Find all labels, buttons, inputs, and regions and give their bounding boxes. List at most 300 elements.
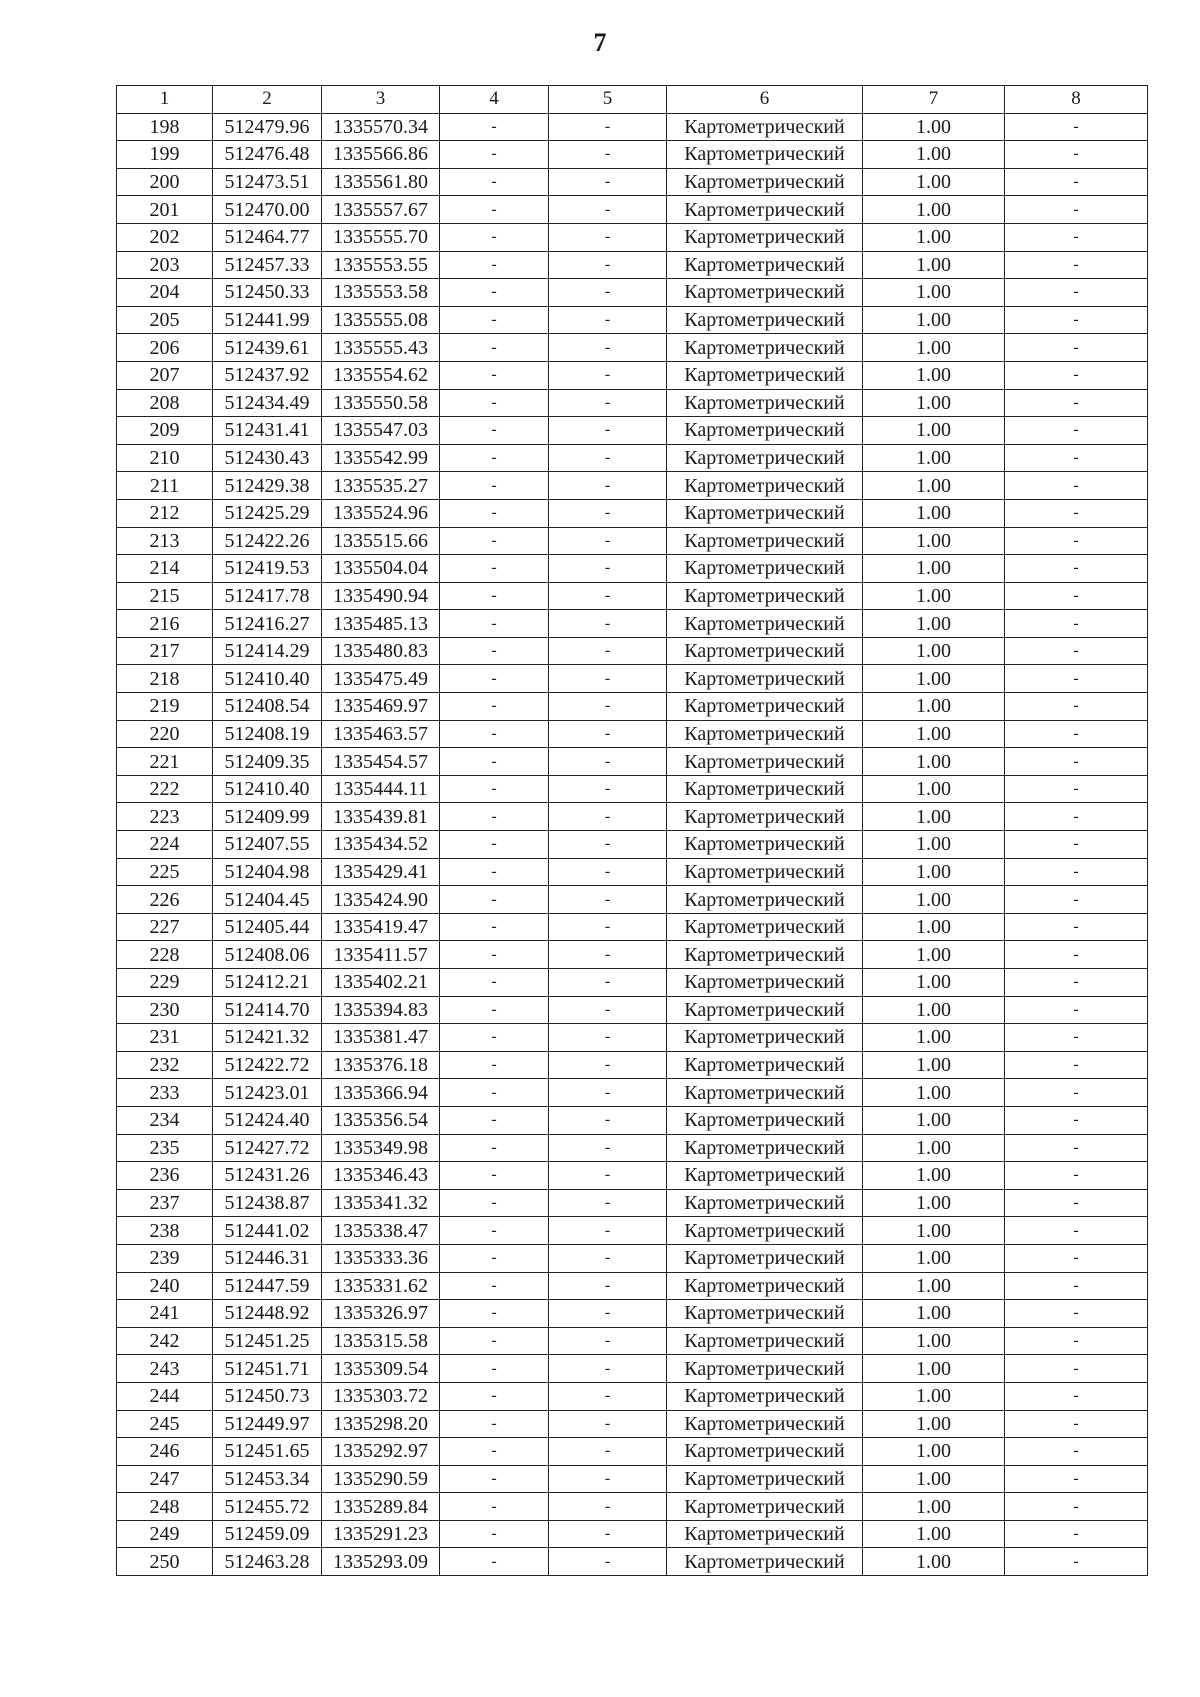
table-row <box>117 306 1148 334</box>
column-4-cell: - <box>440 555 549 583</box>
column-8-cell: - <box>1005 223 1148 251</box>
table-row <box>117 748 1148 776</box>
table-row <box>117 1382 1148 1410</box>
point-number-cell: 222 <box>117 775 213 803</box>
accuracy-cell: 1.00 <box>863 803 1005 831</box>
method-cell: Картометрический <box>667 1024 863 1052</box>
column-5-cell: - <box>549 858 667 886</box>
column-8-cell: - <box>1005 803 1148 831</box>
accuracy-cell: 1.00 <box>863 306 1005 334</box>
accuracy-cell: 1.00 <box>863 1327 1005 1355</box>
table-row <box>117 1134 1148 1162</box>
y-coordinate-cell: 1335463.57 <box>322 720 440 748</box>
column-8-cell: - <box>1005 831 1148 859</box>
column-5-cell: - <box>549 996 667 1024</box>
table-row <box>117 444 1148 472</box>
point-number-cell: 216 <box>117 610 213 638</box>
y-coordinate-cell: 1335349.98 <box>322 1134 440 1162</box>
y-coordinate-cell: 1335550.58 <box>322 389 440 417</box>
column-8-cell: - <box>1005 417 1148 445</box>
accuracy-cell: 1.00 <box>863 141 1005 169</box>
x-coordinate-cell: 512425.29 <box>213 499 322 527</box>
column-5-cell: - <box>549 1327 667 1355</box>
column-5-cell: - <box>549 555 667 583</box>
column-5-cell: - <box>549 1355 667 1383</box>
accuracy-cell: 1.00 <box>863 472 1005 500</box>
x-coordinate-cell: 512439.61 <box>213 334 322 362</box>
table-row <box>117 334 1148 362</box>
accuracy-cell: 1.00 <box>863 720 1005 748</box>
column-4-cell: - <box>440 1355 549 1383</box>
method-cell: Картометрический <box>667 775 863 803</box>
table-row <box>117 1300 1148 1328</box>
accuracy-cell: 1.00 <box>863 582 1005 610</box>
column-4-cell: - <box>440 969 549 997</box>
table-row <box>117 417 1148 445</box>
x-coordinate-cell: 512409.99 <box>213 803 322 831</box>
column-8-cell: - <box>1005 1162 1148 1190</box>
point-number-cell: 198 <box>117 113 213 141</box>
y-coordinate-cell: 1335303.72 <box>322 1382 440 1410</box>
table-row <box>117 1355 1148 1383</box>
point-number-cell: 205 <box>117 306 213 334</box>
column-5-cell: - <box>549 665 667 693</box>
column-header-2: 2 <box>213 86 322 114</box>
x-coordinate-cell: 512476.48 <box>213 141 322 169</box>
accuracy-cell: 1.00 <box>863 1217 1005 1245</box>
column-8-cell: - <box>1005 196 1148 224</box>
column-8-cell: - <box>1005 1327 1148 1355</box>
accuracy-cell: 1.00 <box>863 996 1005 1024</box>
table-row <box>117 141 1148 169</box>
column-8-cell: - <box>1005 858 1148 886</box>
column-8-cell: - <box>1005 610 1148 638</box>
column-4-cell: - <box>440 1189 549 1217</box>
table-row <box>117 1244 1148 1272</box>
method-cell: Картометрический <box>667 1272 863 1300</box>
accuracy-cell: 1.00 <box>863 913 1005 941</box>
method-cell: Картометрический <box>667 555 863 583</box>
point-number-cell: 221 <box>117 748 213 776</box>
method-cell: Картометрический <box>667 1548 863 1576</box>
column-4-cell: - <box>440 720 549 748</box>
y-coordinate-cell: 1335356.54 <box>322 1106 440 1134</box>
table-header-row <box>117 86 1148 114</box>
table-row <box>117 168 1148 196</box>
column-header-6: 6 <box>667 86 863 114</box>
point-number-cell: 200 <box>117 168 213 196</box>
column-5-cell: - <box>549 969 667 997</box>
column-8-cell: - <box>1005 996 1148 1024</box>
column-5-cell: - <box>549 1520 667 1548</box>
method-cell: Картометрический <box>667 1327 863 1355</box>
y-coordinate-cell: 1335424.90 <box>322 886 440 914</box>
x-coordinate-cell: 512427.72 <box>213 1134 322 1162</box>
method-cell: Картометрический <box>667 1079 863 1107</box>
column-5-cell: - <box>549 1493 667 1521</box>
x-coordinate-cell: 512404.45 <box>213 886 322 914</box>
y-coordinate-cell: 1335376.18 <box>322 1051 440 1079</box>
table-row <box>117 1272 1148 1300</box>
table-row <box>117 1106 1148 1134</box>
accuracy-cell: 1.00 <box>863 1355 1005 1383</box>
x-coordinate-cell: 512447.59 <box>213 1272 322 1300</box>
method-cell: Картометрический <box>667 1465 863 1493</box>
accuracy-cell: 1.00 <box>863 1024 1005 1052</box>
accuracy-cell: 1.00 <box>863 831 1005 859</box>
x-coordinate-cell: 512404.98 <box>213 858 322 886</box>
accuracy-cell: 1.00 <box>863 1134 1005 1162</box>
point-number-cell: 234 <box>117 1106 213 1134</box>
x-coordinate-cell: 512410.40 <box>213 665 322 693</box>
point-number-cell: 233 <box>117 1079 213 1107</box>
y-coordinate-cell: 1335290.59 <box>322 1465 440 1493</box>
x-coordinate-cell: 512434.49 <box>213 389 322 417</box>
point-number-cell: 242 <box>117 1327 213 1355</box>
x-coordinate-cell: 512463.28 <box>213 1548 322 1576</box>
column-8-cell: - <box>1005 693 1148 721</box>
column-5-cell: - <box>549 610 667 638</box>
accuracy-cell: 1.00 <box>863 1051 1005 1079</box>
column-5-cell: - <box>549 389 667 417</box>
x-coordinate-cell: 512441.99 <box>213 306 322 334</box>
column-5-cell: - <box>549 196 667 224</box>
column-8-cell: - <box>1005 1106 1148 1134</box>
y-coordinate-cell: 1335490.94 <box>322 582 440 610</box>
table-row <box>117 1493 1148 1521</box>
method-cell: Картометрический <box>667 1410 863 1438</box>
point-number-cell: 210 <box>117 444 213 472</box>
column-5-cell: - <box>549 1106 667 1134</box>
y-coordinate-cell: 1335331.62 <box>322 1272 440 1300</box>
point-number-cell: 239 <box>117 1244 213 1272</box>
point-number-cell: 220 <box>117 720 213 748</box>
point-number-cell: 207 <box>117 361 213 389</box>
y-coordinate-cell: 1335346.43 <box>322 1162 440 1190</box>
method-cell: Картометрический <box>667 1244 863 1272</box>
x-coordinate-cell: 512449.97 <box>213 1410 322 1438</box>
x-coordinate-cell: 512448.92 <box>213 1300 322 1328</box>
method-cell: Картометрический <box>667 279 863 307</box>
y-coordinate-cell: 1335542.99 <box>322 444 440 472</box>
x-coordinate-cell: 512446.31 <box>213 1244 322 1272</box>
x-coordinate-cell: 512459.09 <box>213 1520 322 1548</box>
point-number-cell: 215 <box>117 582 213 610</box>
point-number-cell: 209 <box>117 417 213 445</box>
point-number-cell: 244 <box>117 1382 213 1410</box>
column-8-cell: - <box>1005 472 1148 500</box>
column-5-cell: - <box>549 1079 667 1107</box>
column-5-cell: - <box>549 913 667 941</box>
column-5-cell: - <box>549 1244 667 1272</box>
table-row <box>117 279 1148 307</box>
method-cell: Картометрический <box>667 886 863 914</box>
method-cell: Картометрический <box>667 858 863 886</box>
column-4-cell: - <box>440 1244 549 1272</box>
column-8-cell: - <box>1005 334 1148 362</box>
y-coordinate-cell: 1335394.83 <box>322 996 440 1024</box>
point-number-cell: 241 <box>117 1300 213 1328</box>
column-8-cell: - <box>1005 913 1148 941</box>
y-coordinate-cell: 1335402.21 <box>322 969 440 997</box>
table-row <box>117 831 1148 859</box>
column-5-cell: - <box>549 306 667 334</box>
table-row <box>117 499 1148 527</box>
column-5-cell: - <box>549 472 667 500</box>
column-5-cell: - <box>549 361 667 389</box>
x-coordinate-cell: 512417.78 <box>213 582 322 610</box>
x-coordinate-cell: 512479.96 <box>213 113 322 141</box>
x-coordinate-cell: 512441.02 <box>213 1217 322 1245</box>
y-coordinate-cell: 1335366.94 <box>322 1079 440 1107</box>
column-4-cell: - <box>440 1520 549 1548</box>
method-cell: Картометрический <box>667 251 863 279</box>
x-coordinate-cell: 512414.29 <box>213 637 322 665</box>
table-row <box>117 858 1148 886</box>
method-cell: Картометрический <box>667 444 863 472</box>
column-header-7: 7 <box>863 86 1005 114</box>
y-coordinate-cell: 1335309.54 <box>322 1355 440 1383</box>
column-8-cell: - <box>1005 637 1148 665</box>
table-row <box>117 803 1148 831</box>
point-number-cell: 240 <box>117 1272 213 1300</box>
point-number-cell: 208 <box>117 389 213 417</box>
method-cell: Картометрический <box>667 969 863 997</box>
column-4-cell: - <box>440 306 549 334</box>
column-5-cell: - <box>549 168 667 196</box>
table-row <box>117 1079 1148 1107</box>
column-8-cell: - <box>1005 720 1148 748</box>
point-number-cell: 212 <box>117 499 213 527</box>
accuracy-cell: 1.00 <box>863 693 1005 721</box>
point-number-cell: 250 <box>117 1548 213 1576</box>
x-coordinate-cell: 512429.38 <box>213 472 322 500</box>
method-cell: Картометрический <box>667 996 863 1024</box>
column-4-cell: - <box>440 1465 549 1493</box>
column-8-cell: - <box>1005 1051 1148 1079</box>
table-row <box>117 969 1148 997</box>
table-row <box>117 1410 1148 1438</box>
table-body <box>117 113 1148 1575</box>
x-coordinate-cell: 512437.92 <box>213 361 322 389</box>
accuracy-cell: 1.00 <box>863 1300 1005 1328</box>
x-coordinate-cell: 512451.71 <box>213 1355 322 1383</box>
column-4-cell: - <box>440 499 549 527</box>
table-row <box>117 693 1148 721</box>
method-cell: Картометрический <box>667 1162 863 1190</box>
y-coordinate-cell: 1335454.57 <box>322 748 440 776</box>
method-cell: Картометрический <box>667 831 863 859</box>
point-number-cell: 229 <box>117 969 213 997</box>
column-4-cell: - <box>440 610 549 638</box>
method-cell: Картометрический <box>667 941 863 969</box>
method-cell: Картометрический <box>667 720 863 748</box>
column-5-cell: - <box>549 1272 667 1300</box>
y-coordinate-cell: 1335557.67 <box>322 196 440 224</box>
accuracy-cell: 1.00 <box>863 417 1005 445</box>
accuracy-cell: 1.00 <box>863 665 1005 693</box>
accuracy-cell: 1.00 <box>863 1548 1005 1576</box>
accuracy-cell: 1.00 <box>863 555 1005 583</box>
point-number-cell: 201 <box>117 196 213 224</box>
method-cell: Картометрический <box>667 1217 863 1245</box>
point-number-cell: 228 <box>117 941 213 969</box>
accuracy-cell: 1.00 <box>863 1438 1005 1466</box>
column-8-cell: - <box>1005 748 1148 776</box>
accuracy-cell: 1.00 <box>863 748 1005 776</box>
table-row <box>117 361 1148 389</box>
accuracy-cell: 1.00 <box>863 1079 1005 1107</box>
table-row <box>117 223 1148 251</box>
x-coordinate-cell: 512410.40 <box>213 775 322 803</box>
y-coordinate-cell: 1335338.47 <box>322 1217 440 1245</box>
x-coordinate-cell: 512451.65 <box>213 1438 322 1466</box>
column-4-cell: - <box>440 941 549 969</box>
column-4-cell: - <box>440 1106 549 1134</box>
column-8-cell: - <box>1005 1548 1148 1576</box>
column-8-cell: - <box>1005 389 1148 417</box>
method-cell: Картометрический <box>667 693 863 721</box>
method-cell: Картометрический <box>667 499 863 527</box>
x-coordinate-cell: 512421.32 <box>213 1024 322 1052</box>
table-row <box>117 637 1148 665</box>
point-number-cell: 236 <box>117 1162 213 1190</box>
table-row <box>117 1024 1148 1052</box>
y-coordinate-cell: 1335411.57 <box>322 941 440 969</box>
column-4-cell: - <box>440 417 549 445</box>
method-cell: Картометрический <box>667 527 863 555</box>
column-5-cell: - <box>549 803 667 831</box>
method-cell: Картометрический <box>667 472 863 500</box>
column-4-cell: - <box>440 858 549 886</box>
y-coordinate-cell: 1335381.47 <box>322 1024 440 1052</box>
table-row <box>117 1520 1148 1548</box>
column-4-cell: - <box>440 1410 549 1438</box>
column-8-cell: - <box>1005 168 1148 196</box>
y-coordinate-cell: 1335566.86 <box>322 141 440 169</box>
accuracy-cell: 1.00 <box>863 251 1005 279</box>
column-4-cell: - <box>440 1327 549 1355</box>
column-8-cell: - <box>1005 1465 1148 1493</box>
column-8-cell: - <box>1005 1355 1148 1383</box>
x-coordinate-cell: 512450.73 <box>213 1382 322 1410</box>
y-coordinate-cell: 1335291.23 <box>322 1520 440 1548</box>
method-cell: Картометрический <box>667 168 863 196</box>
column-4-cell: - <box>440 913 549 941</box>
method-cell: Картометрический <box>667 1355 863 1383</box>
column-5-cell: - <box>549 1410 667 1438</box>
column-4-cell: - <box>440 251 549 279</box>
point-number-cell: 232 <box>117 1051 213 1079</box>
column-4-cell: - <box>440 113 549 141</box>
column-8-cell: - <box>1005 665 1148 693</box>
y-coordinate-cell: 1335553.55 <box>322 251 440 279</box>
point-number-cell: 203 <box>117 251 213 279</box>
y-coordinate-cell: 1335570.34 <box>322 113 440 141</box>
table-row <box>117 1217 1148 1245</box>
column-4-cell: - <box>440 141 549 169</box>
point-number-cell: 211 <box>117 472 213 500</box>
y-coordinate-cell: 1335515.66 <box>322 527 440 555</box>
column-5-cell: - <box>549 1189 667 1217</box>
column-5-cell: - <box>549 1217 667 1245</box>
x-coordinate-cell: 512422.72 <box>213 1051 322 1079</box>
x-coordinate-cell: 512424.40 <box>213 1106 322 1134</box>
column-8-cell: - <box>1005 1382 1148 1410</box>
method-cell: Картометрический <box>667 306 863 334</box>
x-coordinate-cell: 512412.21 <box>213 969 322 997</box>
column-4-cell: - <box>440 693 549 721</box>
table-row <box>117 1051 1148 1079</box>
y-coordinate-cell: 1335289.84 <box>322 1493 440 1521</box>
point-number-cell: 218 <box>117 665 213 693</box>
table-row <box>117 251 1148 279</box>
column-header-3: 3 <box>322 86 440 114</box>
column-5-cell: - <box>549 831 667 859</box>
point-number-cell: 202 <box>117 223 213 251</box>
column-8-cell: - <box>1005 1134 1148 1162</box>
column-8-cell: - <box>1005 141 1148 169</box>
table-row <box>117 472 1148 500</box>
point-number-cell: 224 <box>117 831 213 859</box>
method-cell: Картометрический <box>667 610 863 638</box>
method-cell: Картометрический <box>667 389 863 417</box>
y-coordinate-cell: 1335292.97 <box>322 1438 440 1466</box>
column-4-cell: - <box>440 361 549 389</box>
column-5-cell: - <box>549 1300 667 1328</box>
column-8-cell: - <box>1005 1520 1148 1548</box>
column-8-cell: - <box>1005 1272 1148 1300</box>
column-8-cell: - <box>1005 1300 1148 1328</box>
point-number-cell: 248 <box>117 1493 213 1521</box>
y-coordinate-cell: 1335555.08 <box>322 306 440 334</box>
method-cell: Картометрический <box>667 1134 863 1162</box>
column-5-cell: - <box>549 775 667 803</box>
column-8-cell: - <box>1005 444 1148 472</box>
column-4-cell: - <box>440 527 549 555</box>
x-coordinate-cell: 512414.70 <box>213 996 322 1024</box>
method-cell: Картометрический <box>667 1300 863 1328</box>
point-number-cell: 245 <box>117 1410 213 1438</box>
x-coordinate-cell: 512451.25 <box>213 1327 322 1355</box>
point-number-cell: 226 <box>117 886 213 914</box>
point-number-cell: 225 <box>117 858 213 886</box>
x-coordinate-cell: 512408.06 <box>213 941 322 969</box>
accuracy-cell: 1.00 <box>863 1244 1005 1272</box>
column-5-cell: - <box>549 334 667 362</box>
point-number-cell: 214 <box>117 555 213 583</box>
accuracy-cell: 1.00 <box>863 499 1005 527</box>
column-4-cell: - <box>440 444 549 472</box>
column-8-cell: - <box>1005 1217 1148 1245</box>
point-number-cell: 235 <box>117 1134 213 1162</box>
method-cell: Картометрический <box>667 1382 863 1410</box>
x-coordinate-cell: 512409.35 <box>213 748 322 776</box>
column-8-cell: - <box>1005 1189 1148 1217</box>
method-cell: Картометрический <box>667 665 863 693</box>
point-number-cell: 204 <box>117 279 213 307</box>
method-cell: Картометрический <box>667 1051 863 1079</box>
x-coordinate-cell: 512453.34 <box>213 1465 322 1493</box>
y-coordinate-cell: 1335504.04 <box>322 555 440 583</box>
column-4-cell: - <box>440 637 549 665</box>
y-coordinate-cell: 1335444.11 <box>322 775 440 803</box>
column-8-cell: - <box>1005 499 1148 527</box>
x-coordinate-cell: 512430.43 <box>213 444 322 472</box>
column-5-cell: - <box>549 1134 667 1162</box>
column-5-cell: - <box>549 279 667 307</box>
x-coordinate-cell: 512407.55 <box>213 831 322 859</box>
